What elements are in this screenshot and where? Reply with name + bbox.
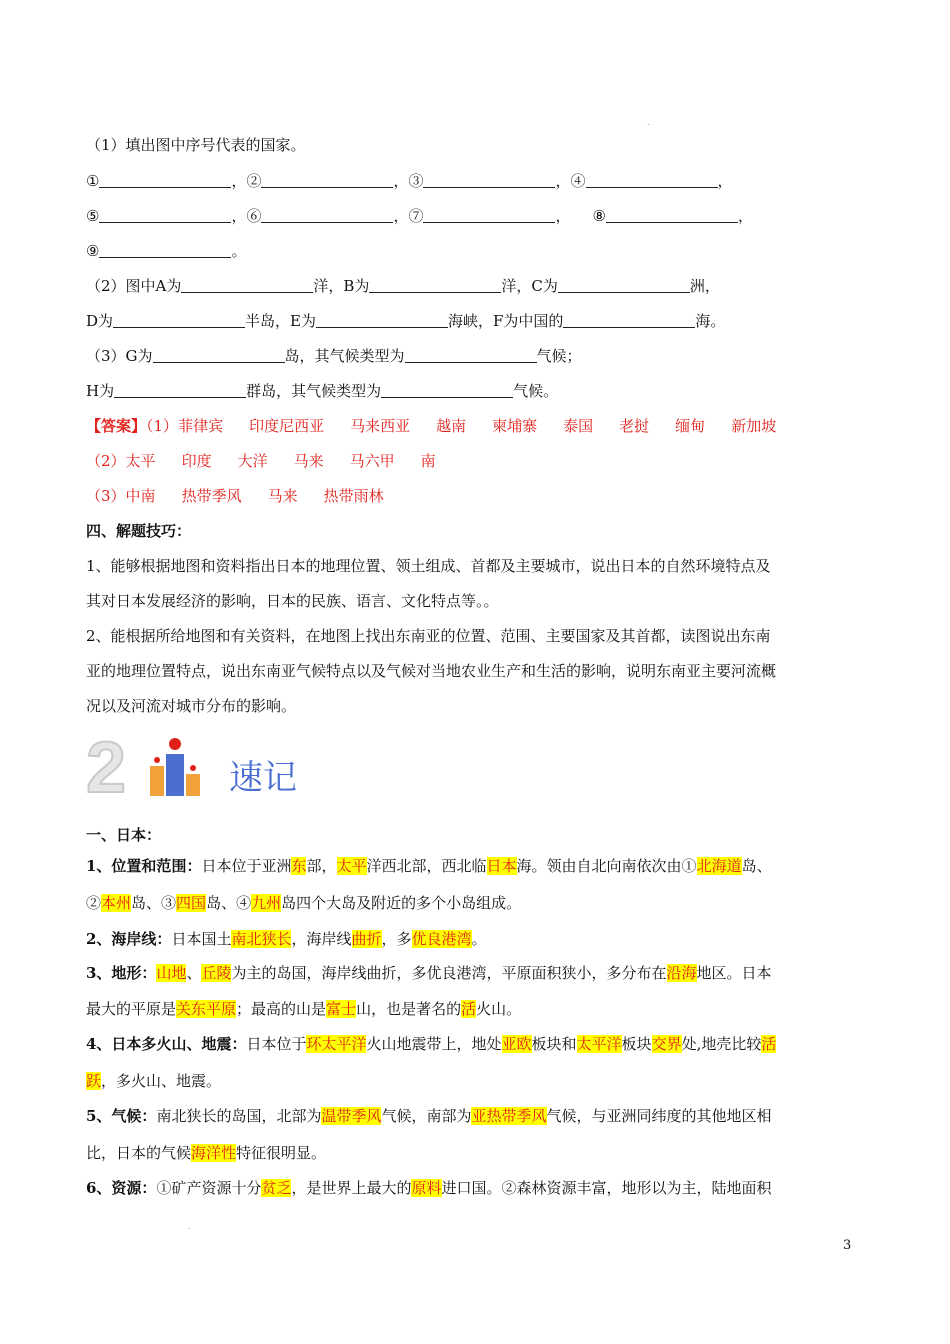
blank-D[interactable]	[113, 311, 245, 328]
blank-4[interactable]	[586, 171, 718, 188]
blank-A[interactable]	[181, 276, 313, 293]
tips-p2-l1: 2、能根据所给地图和有关资料，在地图上找出东南亚的位置、范围、主要国家及其首都，读图说出东南	[86, 627, 771, 645]
logo-text: 速记	[229, 758, 297, 798]
q1-title: （1）填出图中序号代表的国家。	[86, 136, 306, 154]
answer-line1: 【答案】（1）菲律宾 印度尼西亚 马来西亚 越南 柬埔寨 泰国 老挝 缅甸 新加坡	[86, 417, 777, 435]
quick-note-logo	[86, 732, 316, 806]
q2-line1: （2）图中A为 洋，B为 洋，C为 洲，	[86, 277, 720, 295]
tips-heading: 四、解题技巧：	[86, 522, 192, 540]
answer-line2: （2）太平 印度 大洋 马来 马六甲 南	[86, 452, 436, 470]
japan-s4-l2: 跃，多火山、地震。	[86, 1072, 222, 1090]
tips-p2-l3: 况以及河流对城市分布的影响。	[86, 697, 297, 715]
japan-s3-l1: 3、地形：山地、丘陵为主的岛国，海岸线曲折，多优良港湾，平原面积狭小，多分布在沿海地区。日本	[86, 964, 772, 982]
blank-H-climate[interactable]	[381, 381, 513, 398]
blank-B[interactable]	[369, 276, 501, 293]
blank-5[interactable]	[99, 206, 231, 223]
tips-p1-l2: 其对日本发展经济的影响，日本的民族、语言、文化特点等。。	[86, 592, 499, 610]
blank-7[interactable]	[423, 206, 555, 223]
blank-2[interactable]	[261, 171, 393, 188]
q2-line2: D为 半岛，E为 海峡，F为中国的 海。	[86, 312, 726, 330]
japan-heading: 一、日本：	[86, 826, 162, 844]
tips-p1-l1: 1、能够根据地图和资料指出日本的地理位置、领土组成、首都及主要城市，说出日本的自然环境特点及	[86, 557, 771, 575]
blank-G[interactable]	[153, 346, 285, 363]
blank-8[interactable]	[606, 206, 738, 223]
japan-s2: 2、海岸线：日本国土南北狭长，海岸线曲折，多优良港湾。	[86, 930, 487, 948]
japan-s6-l1: 6、资源：①矿产资源十分贫乏，是世界上最大的原料进口国。②森林资源丰富，地形以为主，陆地面积	[86, 1179, 772, 1197]
podium-icon	[86, 732, 316, 802]
blank-1[interactable]	[99, 171, 231, 188]
q3-line2: H为 群岛，其气候类型为 气候。	[86, 382, 559, 400]
japan-s5-l1: 5、气候：南北狭长的岛国，北部为温带季风气候，南部为亚热带季风气候，与亚洲同纬度的其他地区相	[86, 1107, 772, 1125]
blank-3[interactable]	[423, 171, 555, 188]
japan-s4-l1: 4、日本多火山、地震：日本位于环太平洋火山地震带上，地处亚欧板块和太平洋板块交界处,地壳比较活	[86, 1035, 777, 1053]
blank-H[interactable]	[114, 381, 246, 398]
q1-row2: ⑤ ，⑥ ，⑦ ， ⑧ ，	[86, 207, 753, 225]
blank-9[interactable]	[99, 241, 231, 258]
tips-p2-l2: 亚的地理位置特点，说出东南亚气候特点以及气候对当地农业生产和生活的影响，说明东南亚主要河流概	[86, 662, 777, 680]
answer-line3: （3）中南 热带季风 马来 热带雨林	[86, 487, 384, 505]
logo-number: 2	[86, 732, 127, 802]
japan-s1-l1: 1、位置和范围：日本位于亚洲东部，太平洋西北部，西北临日本海。领由自北向南依次由①北海道岛、	[86, 857, 772, 875]
q1-row1: ① ，② ，③ ，④ ，	[86, 172, 733, 190]
blank-C[interactable]	[558, 276, 690, 293]
page-number: 3	[843, 1238, 852, 1253]
q3-line1: （3）G为 岛，其气候类型为 气候；	[86, 347, 582, 365]
blank-6[interactable]	[261, 206, 393, 223]
japan-s3-l2: 最大的平原是关东平原；最高的山是富士山，也是著名的活火山。	[86, 1000, 522, 1018]
blank-E[interactable]	[316, 311, 448, 328]
blank-G-climate[interactable]	[405, 346, 537, 363]
japan-s5-l2: 比，日本的气候海洋性特征很明显。	[86, 1144, 327, 1162]
blank-F[interactable]	[563, 311, 695, 328]
q1-row3: ⑨ 。	[86, 242, 247, 260]
japan-s1-l2: ②本州岛、③四国岛、④九州岛四个大岛及附近的多个小岛组成。	[86, 894, 522, 912]
